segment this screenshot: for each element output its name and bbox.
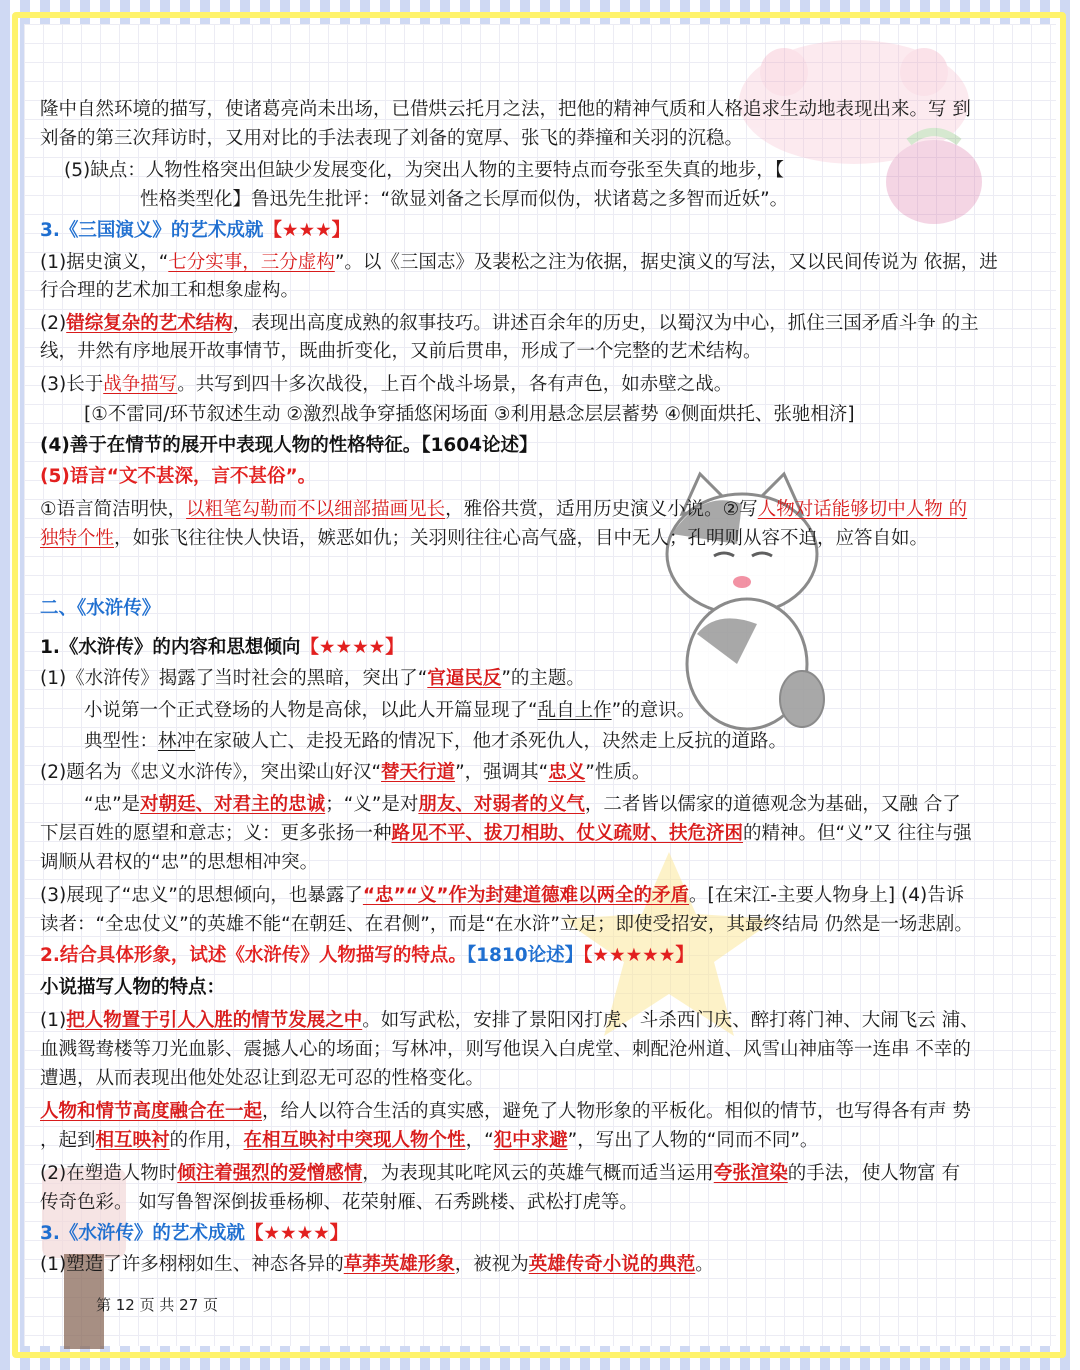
section-heading: 3.《水浒传》的艺术成就【★★★★】 (40, 1223, 349, 1244)
bold-point: (4)善于在情节的展开中表现人物的性格特征。【1604论述】 (40, 435, 538, 456)
paragraph-line: 行合理的艺术加工和想象虚构。 (40, 280, 300, 301)
paragraph-line: 性格类型化】鲁迅先生批评：“欲显刘备之长厚而似伪，状诸葛之多智而近妖”。 (140, 189, 789, 210)
paragraph-line: 小说第一个正式登场的人物是高俅，以此人开篇显现了“乱自上作”的意识。 (84, 700, 696, 721)
paragraph-line: 下层百姓的愿望和意志；义：更多张扬一种路见不平、拔刀相助、仗义疏财、扶危济困的精神。但“义”又 往往与强 (40, 823, 972, 844)
paragraph-line: 读者：“全忠仗义”的英雄不能“在朝廷、在君侧”，而是“在水浒”立足；即使受招安，其最终结局 仍然是一场悲剧。 (40, 914, 973, 935)
paragraph-line: 血溅鸳鸯楼等刀光血影、震撼人心的场面；写林冲，则写他误入白虎堂、刺配沧州道、风雪山神庙等一连串 不幸的 (40, 1039, 971, 1060)
paragraph-line: 独特个性，如张飞往往快人快语，嫉恶如仇；关羽则往往心高气盛，目中无人；孔明则从容不迫，应答自如。 (40, 528, 929, 549)
paragraph-line: (2)在塑造人物时倾注着强烈的爱憎感情，为表现其叱咤风云的英雄气概而适当运用夸张渲染的手法，使人物富 有 (40, 1163, 961, 1184)
paragraph-line: (1)塑造了许多栩栩如生、神态各异的草莽英雄形象，被视为英雄传奇小说的典范。 (40, 1254, 714, 1275)
page-content (24, 24, 1056, 1346)
paragraph-line: ，起到相互映衬的作用，在相互映衬中突现人物个性，“犯中求避”，写出了人物的“同而不同”。 (40, 1130, 819, 1151)
section-heading: 3.《三国演义》的艺术成就【★★★】 (40, 220, 351, 241)
section-title: 二、《水浒传》 (40, 598, 161, 619)
paragraph-line: 调顺从君权的“忠”的思想相冲突。 (40, 852, 319, 873)
paragraph-line: 典型性：林冲在家破人亡、走投无路的情况下，他才杀死仇人，决然走上反抗的道路。 (84, 731, 788, 752)
paragraph-line: (5)缺点：人物性格突出但缺少发展变化，为突出人物的主要特点而夸张至失真的地步，【 (64, 160, 784, 181)
paragraph-line: (1)据史演义，“七分实事，三分虚构”。以《三国志》及裴松之注为依据，据史演义的写法，又以民间传说为 依据，进 (40, 252, 998, 273)
paragraph-line: ①语言简洁明快，以粗笔勾勒而不以细部描画见长，雅俗共赏，适用历史演义小说。②写人物对话能够切中人物 的 (40, 499, 968, 520)
paragraph-line: 传奇色彩。 如写鲁智深倒拔垂杨柳、花荣射雁、石秀跳楼、武松打虎等。 (40, 1192, 638, 1213)
bold-point: (5)语言“文不甚深，言不甚俗”。 (40, 466, 317, 487)
bold-point: 小说描写人物的特点： (40, 977, 226, 998)
page-number: 第 12 页 共 27 页 (96, 1296, 219, 1314)
paragraph-line: 刘备的第三次拜访时，又用对比的手法表现了刘备的宽厚、张飞的莽撞和关羽的沉稳。 (40, 128, 744, 149)
grid-paper (24, 24, 1056, 1346)
paragraph-line: (3)长于战争描写。共写到四十多次战役，上百个战斗场景，各有声色，如赤壁之战。 (40, 374, 733, 395)
paragraph-line: (1)《水浒传》揭露了当时社会的黑暗，突出了“官逼民反”的主题。 (40, 668, 585, 689)
paragraph-line: (2)题名为《忠义水浒传》，突出梁山好汉“替天行道”，强调其“忠义”性质。 (40, 762, 651, 783)
paragraph-line: 隆中自然环境的描写，使诸葛亮尚未出场，已借烘云托月之法，把他的精神气质和人格追求生动地表现出来。写 到 (40, 99, 971, 120)
paragraph-line: 线，井然有序地展开故事情节，既曲折变化，又前后贯串，形成了一个完整的艺术结构。 (40, 341, 762, 362)
paragraph-line: (3)展现了“忠义”的思想倾向，也暴露了“忠”“义”作为封建道德难以两全的矛盾。[在宋江-主要人物身上] (4)告诉 (40, 885, 965, 906)
paragraph-line: (2)错综复杂的艺术结构，表现出高度成熟的叙事技巧。讲述百余年的历史，以蜀汉为中心，抓住三国矛盾斗争 的主 (40, 313, 979, 334)
paragraph-line: 遭遇，从而表现出他处处忍让到忍无可忍的性格变化。 (40, 1068, 485, 1089)
paragraph-line: [①不雷同/环节叙述生动 ②激烈战争穿插悠闲场面 ③利用悬念层层蓄势 ④侧面烘托、张驰相济] (84, 404, 855, 425)
paragraph-line: 人物和情节高度融合在一起，给人以符合生活的真实感，避免了人物形象的平板化。相似的情节，也写得各有声 势 (40, 1101, 971, 1122)
paragraph-line: (1)把人物置于引人入胜的情节发展之中。如写武松，安排了景阳冈打虎、斗杀西门庆、醉打蒋门神、大闹飞云 浦、 (40, 1010, 979, 1031)
section-heading: 1.《水浒传》的内容和思想倾向【★★★★】 (40, 637, 404, 658)
paragraph-line: “忠”是对朝廷、对君主的忠诚；“义”是对朋友、对弱者的义气，二者皆以儒家的道德观念为基础，又融 合了 (84, 794, 961, 815)
section-heading: 2.结合具体形象，试述《水浒传》人物描写的特点。【1810论述】【★★★★★】 (40, 945, 694, 966)
